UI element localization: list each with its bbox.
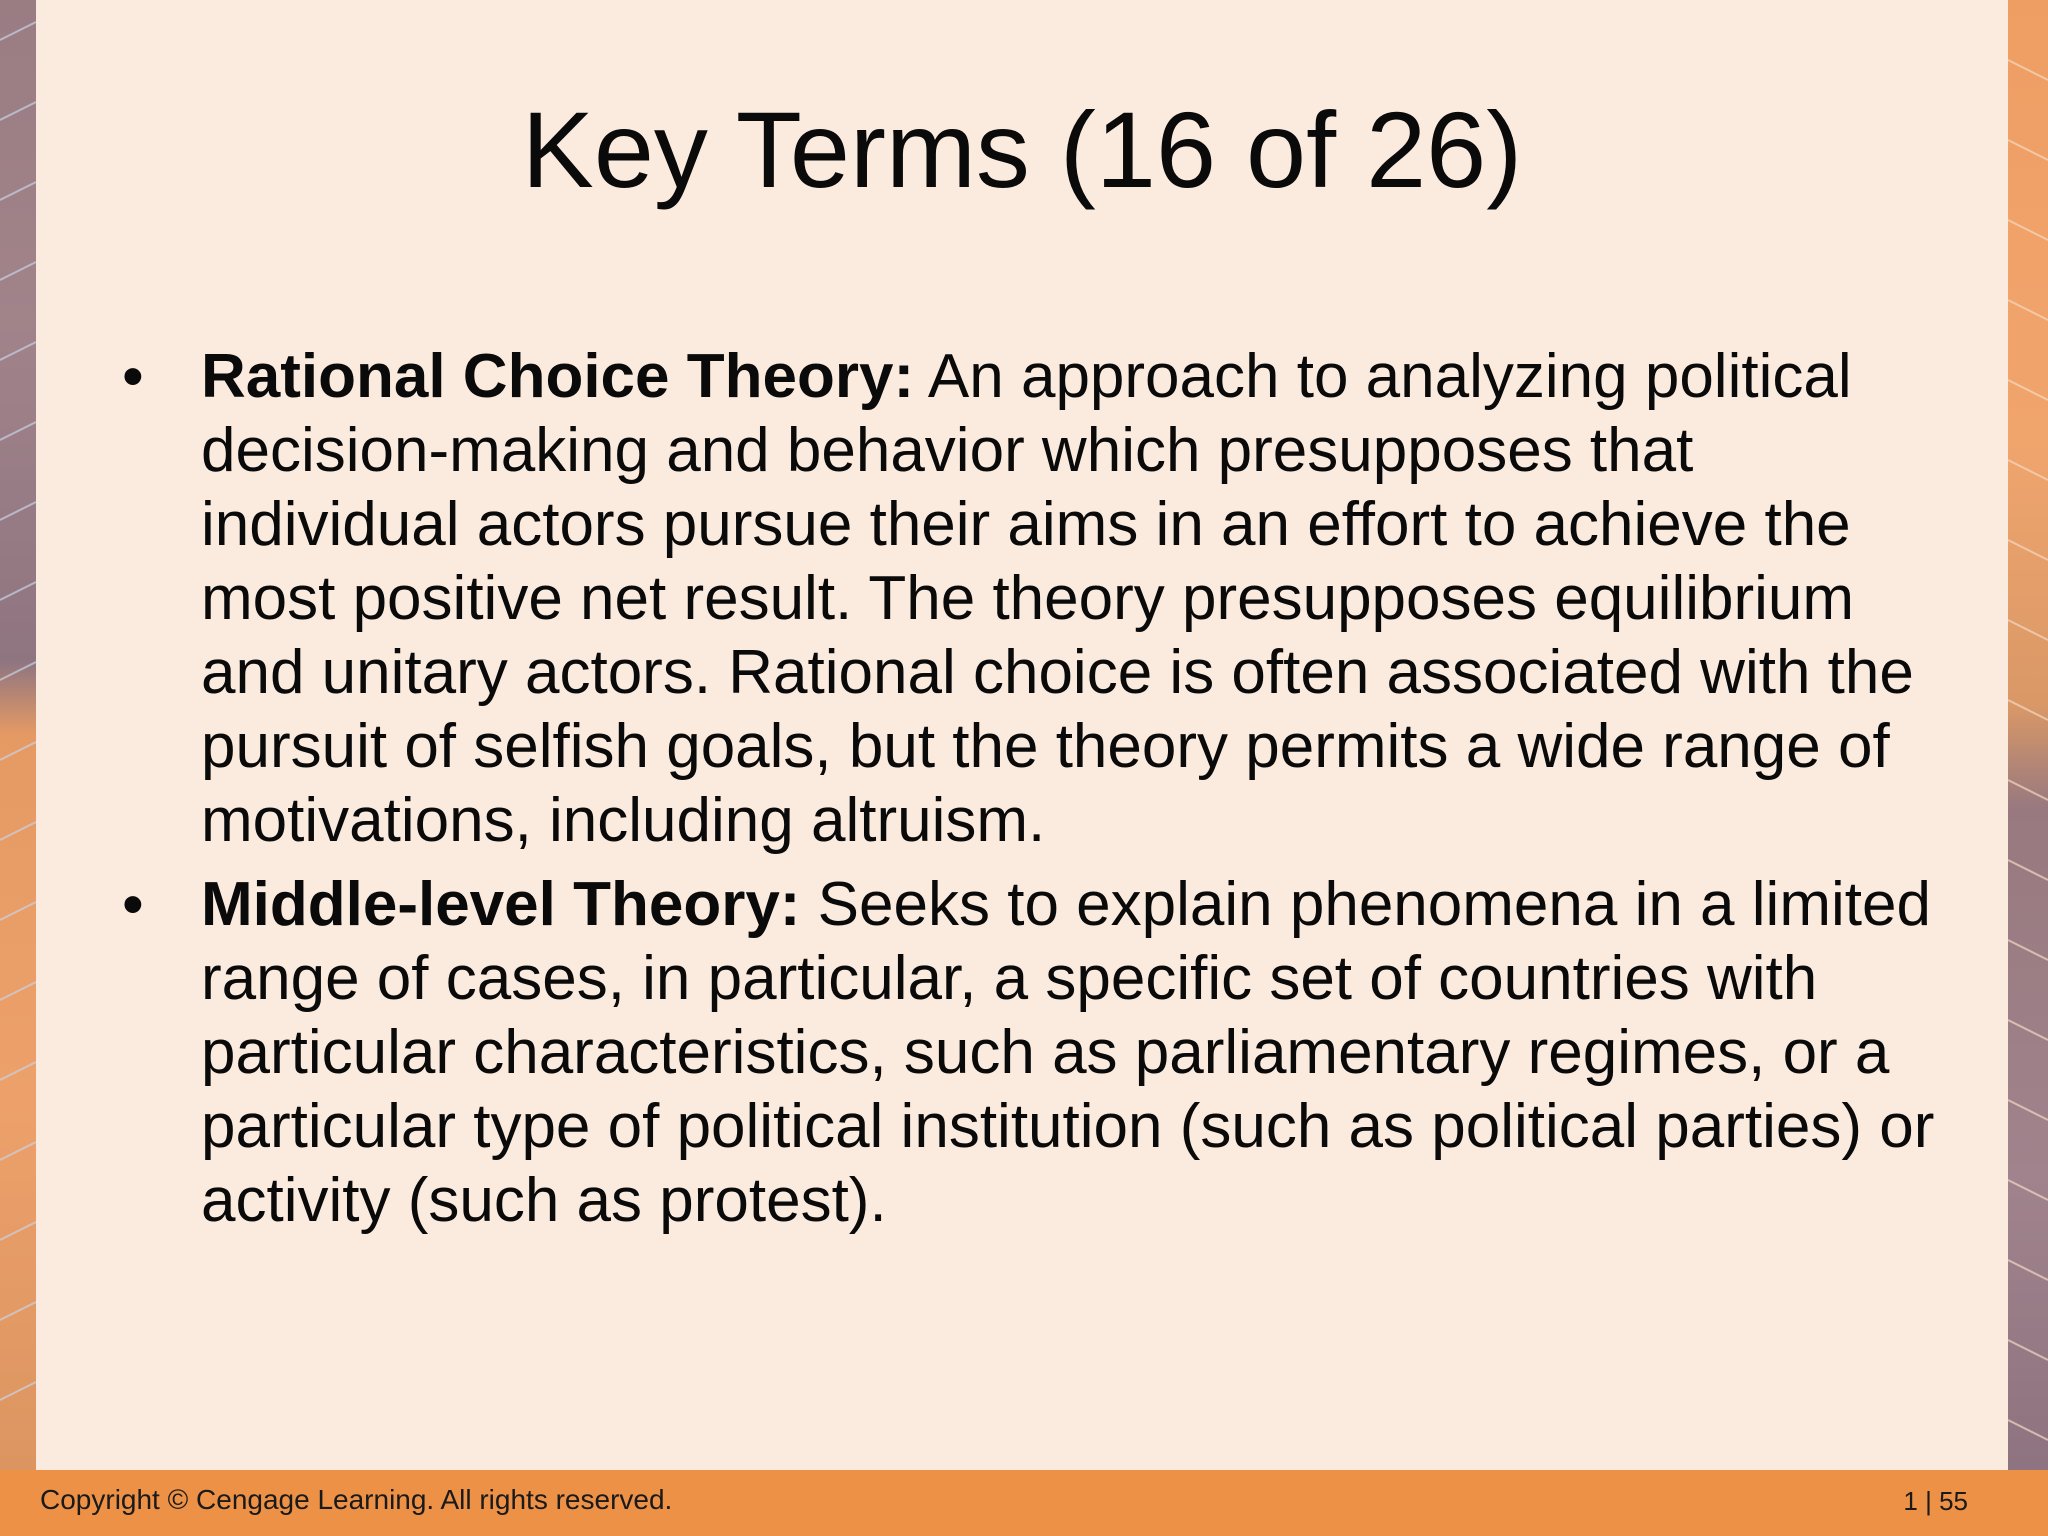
term-definition: Seeks to explain phenomena in a limited range of cases, in particular, a specific set of countries with particular characteristics, such as parliamentary regimes, or a particular type of political institution (such as political parties) or activity (such as protest). [201, 870, 1935, 1235]
copyright-notice: Copyright © Cengage Learning. All rights reserved. [40, 1484, 673, 1515]
right-decorative-border [2008, 0, 2048, 1470]
left-decorative-border [0, 0, 36, 1470]
bullet-item-rational-choice-theory [36, 340, 2008, 858]
slide-content-area [36, 0, 2008, 1470]
bullet-icon: • [122, 342, 144, 411]
page-number: 1 | 55 [1903, 1486, 1968, 1516]
bullet-item-middle-level-theory [36, 868, 2008, 1238]
footer-bar [0, 1470, 2048, 1536]
term-label: Middle-level Theory: [201, 870, 801, 939]
slide-title: Key Terms (16 of 26) [521, 89, 1523, 210]
left-border-pattern [0, 0, 36, 1470]
term-definition: An approach to analyzing political decision-making and behavior which presupposes that individual actors pursue their aims in an effort to achieve the most positive net result. The theory presupposes equilibrium and unitary actors. Rational choice is often associated with the pursuit of selfish goals, but the theory permits a wide range of motivations, including altruism. [201, 342, 1914, 855]
bullet-icon: • [122, 870, 144, 939]
term-label: Rational Choice Theory: [201, 342, 915, 411]
right-border-pattern [2008, 0, 2048, 1470]
bullet-list [36, 340, 2008, 1248]
